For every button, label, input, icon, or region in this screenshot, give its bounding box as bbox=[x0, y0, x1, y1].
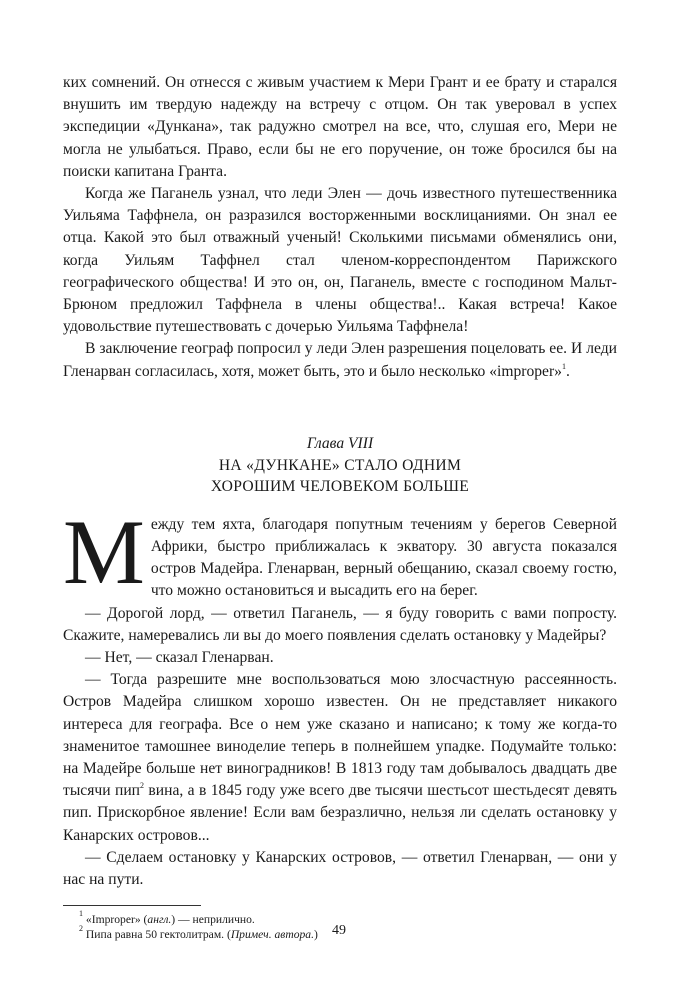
paragraph-1: ких сомнений. Он отнесся с живым участием к Мери Грант и ее брату и старался внушить им твердую надежду на встречу с отцом. Он так уверовал в успех экспедиции «Дункана», так радужно смотрел на все, что, слушая его, Мери не могла не улыбаться. Право, если бы не его поручение, он тоже бросился бы на поиски капитана Гранта. bbox=[63, 74, 617, 180]
paragraph-2: Когда же Паганель узнал, что леди Элен — дочь известного путешественника Уильяма Таффнела, он разразился восторженными восклицаниями. Он знал ее отца. Какой это был отважный ученый! Сколькими письмами обменялись они, когда Уильям Таффнел стал членом-корреспондентом Парижского географического общества! И это он, он, Паганель, вместе с господином Мальт-Брюном предложил Таффнела в члены общества!.. Какая встреча! Какое удовольствие путешествовать с дочерью Уильяма Таффнела! bbox=[63, 185, 617, 336]
chapter-heading bbox=[63, 433, 617, 497]
footnote-2-rest: ) bbox=[314, 928, 318, 942]
paragraph-3-end: . bbox=[565, 362, 570, 380]
drop-cap: М bbox=[63, 500, 145, 603]
footnote-2-text: Пипа равна 50 гектолитрам. ( bbox=[85, 928, 231, 942]
footnote-1-mark: 1 bbox=[79, 909, 83, 919]
chapter-number: Глава VIII bbox=[306, 434, 374, 452]
paragraph-6: — Нет, — сказал Гленарван. bbox=[85, 649, 274, 667]
footnote-2-em: Примеч. автора. bbox=[230, 928, 314, 942]
page-body bbox=[63, 72, 617, 942]
footnote-2-mark: 2 bbox=[79, 924, 83, 934]
paragraph-7-text-a: — Тогда разрешите мне воспользоваться мою злосчастную рассеянность. Остров Мадейра слишком хорошо известен. Он не представляет никакого интереса для географа. Все о нем уже сказано и написано; к тому же когда-то знаменитое тамошнее виноделие теперь в полнейшем упадке. Подумайте только: на Мадейре больше нет виноградников! В 1813 году там добывалось двадцать две тысячи пип bbox=[63, 671, 617, 800]
footnote-ref-2: 2 bbox=[140, 781, 145, 791]
paragraph-7 bbox=[63, 669, 617, 847]
paragraph-3-text: В заключение географ попросил у леди Элен разрешения поцеловать ее. И леди Гленарван согласилась, хотя, может быть, это и было несколько «improper» bbox=[63, 340, 617, 380]
paragraph-7-text-b: вина, а в 1845 году уже всего две тысячи шестьсот шестьдесят девять пип. Прискорбное явление! Если вам безразлично, нельзя ли сделать остановку у Канарских островов... bbox=[63, 782, 617, 844]
footnote-1-text: «Improper» ( bbox=[85, 913, 148, 927]
chapter-title-line-2: ХОРОШИМ ЧЕЛОВЕКОМ БОЛЬШЕ bbox=[210, 477, 470, 495]
footnote-1-em: англ. bbox=[147, 913, 172, 927]
footnote-1-rest: ) — неприлично. bbox=[171, 913, 255, 927]
paragraph-3 bbox=[63, 338, 617, 382]
footnote-divider bbox=[63, 905, 201, 906]
chapter-body bbox=[63, 500, 617, 891]
chapter-title-line-1: НА «ДУНКАНЕ» СТАЛО ОДНИМ bbox=[218, 456, 462, 474]
page-number: 49 bbox=[332, 923, 346, 938]
paragraph-8: — Сделаем остановку у Канарских островов, — ответил Гленарван, — они у нас на пути. bbox=[63, 848, 617, 889]
paragraph-4-text: ежду тем яхта, благодаря попутным течениям у берегов Северной Африки, быстро приближалась к экватору. 30 августа показался остров Мадейра. Гленарван, верный обещанию, сказал своему гостю, что можно остановиться и высадить его на берег. bbox=[150, 515, 617, 600]
footnote-ref-1: 1 bbox=[561, 361, 566, 371]
paragraph-5: — Дорогой лорд, — ответил Паганель, — я буду говорить с вами попросту. Скажите, намеревались ли вы до моего появления сделать остановку у Мадейры? bbox=[63, 604, 617, 644]
paragraph-4 bbox=[63, 500, 617, 603]
